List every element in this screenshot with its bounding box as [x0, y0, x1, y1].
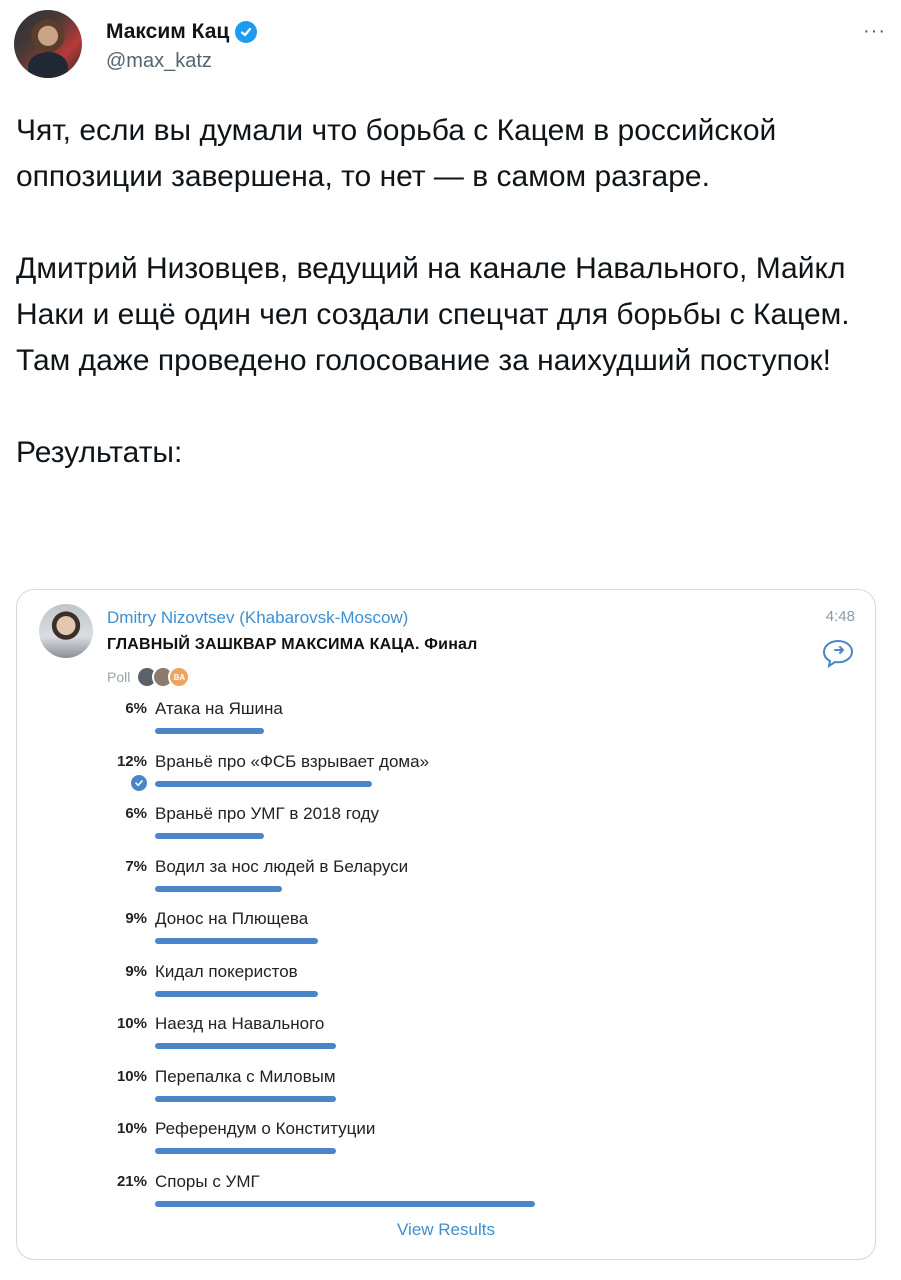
author-name-row: [106, 20, 257, 44]
poll-option-label: Наезд на Навального: [155, 1014, 325, 1033]
poll-option-percent: 9%: [125, 962, 147, 980]
poll-option: [17, 799, 875, 847]
poll-option-label: Враньё про УМГ в 2018 году: [155, 804, 380, 823]
telegram-message-time: 4:48: [825, 608, 855, 625]
poll-option-bar: [155, 728, 264, 734]
poll-option: [17, 694, 875, 742]
poll-option-percent: 10%: [116, 1015, 147, 1032]
poll-option-label: Референдум о Конституции: [155, 1119, 376, 1138]
poll-option: [17, 1114, 875, 1162]
author-display-name[interactable]: Максим Кац: [106, 20, 230, 43]
poll-option: [17, 852, 875, 900]
telegram-author-name: Dmitry Nizovtsev (Khabarovsk-Moscow): [107, 608, 409, 627]
poll-option-percent: 6%: [125, 805, 147, 822]
tweet-paragraph: Результаты:: [16, 436, 183, 469]
author-handle[interactable]: @max_katz: [106, 50, 212, 72]
selected-check-icon: [131, 775, 147, 791]
poll-option-label: Враньё про «ФСБ взрывает дома»: [155, 751, 430, 771]
poll-option-percent: 12%: [116, 752, 147, 770]
poll-option-label: Споры с УМГ: [155, 1171, 260, 1191]
attached-screenshot-card[interactable]: [16, 589, 876, 1260]
poll-option-bar: [155, 1096, 336, 1102]
poll-option: [17, 1062, 875, 1110]
poll-option-bar: [155, 833, 264, 839]
poll-option-bar: [155, 781, 372, 787]
tweet-paragraph: Дмитрий Низовцев, ведущий на канале Навального, Майкл Наки и ещё один чел создали спецчат для борьбы с Кацем. Там даже проведено голосование за наихудший поступок!: [16, 252, 850, 377]
poll-option-percent: 9%: [125, 910, 147, 927]
poll-option-bar: [155, 886, 282, 892]
tweet-text: [16, 108, 876, 476]
poll-option-percent: 21%: [116, 1172, 147, 1190]
poll-option: [17, 1009, 875, 1057]
poll-option-label: Кидал покеристов: [155, 961, 298, 981]
more-options-icon[interactable]: ···: [863, 20, 886, 42]
poll-option-bar: [155, 938, 318, 944]
poll-option-percent: 6%: [125, 700, 147, 717]
poll-option: [17, 957, 875, 1005]
poll-option-percent: 10%: [116, 1120, 147, 1137]
voter-avatar: BA: [168, 666, 190, 688]
poll-title: ГЛАВНЫЙ ЗАШКВАР МАКСИМА КАЦА. Финал: [107, 636, 478, 653]
recent-voters: [136, 666, 190, 688]
poll-option-label: Атака на Яшина: [155, 699, 283, 718]
poll-option-label: Водил за нос людей в Беларуси: [155, 856, 409, 876]
poll-option-label: Перепалка с Миловым: [155, 1066, 336, 1086]
poll-meta: [107, 666, 190, 688]
telegram-author-avatar: [39, 604, 93, 658]
poll-option-bar: [155, 1148, 336, 1154]
view-results-link[interactable]: View Results: [397, 1220, 495, 1239]
poll-option-percent: 7%: [125, 857, 147, 875]
poll-option: [17, 1167, 875, 1215]
author-avatar[interactable]: [14, 10, 82, 78]
poll-option: [17, 904, 875, 952]
tweet-paragraph: Чят, если вы думали что борьба с Кацем в российской оппозиции завершена, то нет — в самом разгаре.: [16, 114, 777, 193]
poll-option-bar: [155, 1043, 336, 1049]
verified-badge-icon: [235, 21, 257, 43]
poll-option-label: Донос на Плющева: [155, 909, 309, 928]
poll-option-bar: [155, 1201, 535, 1207]
poll-option-bar: [155, 991, 318, 997]
poll-option-percent: 10%: [116, 1067, 147, 1085]
tweet-header: [14, 10, 886, 82]
share-icon: [821, 638, 855, 668]
poll-type-label: Poll: [107, 669, 131, 685]
poll-option: [17, 747, 875, 795]
